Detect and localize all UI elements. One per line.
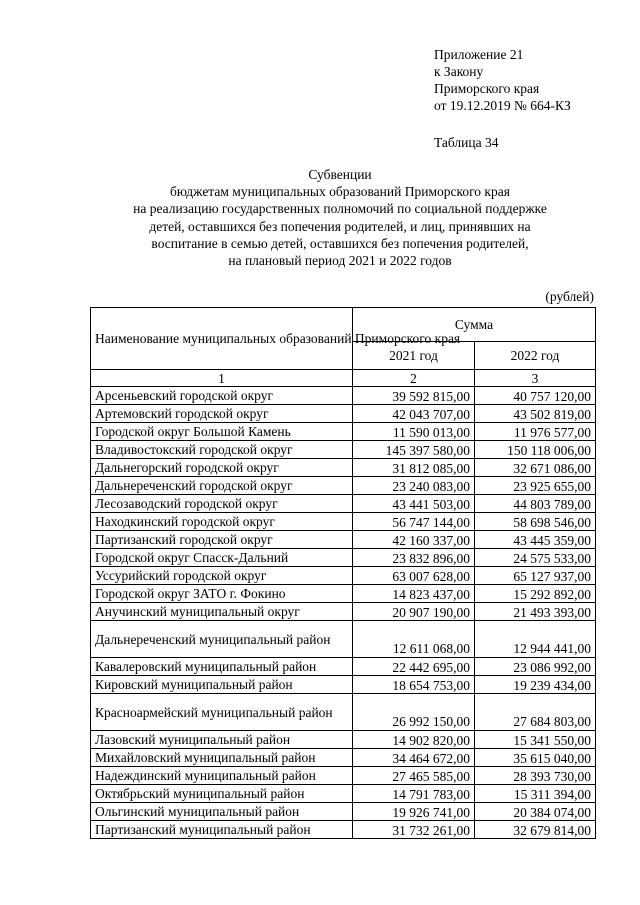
row-value-2022: 27 684 803,00 [475,694,596,731]
table-body [91,387,596,839]
table-row [91,694,596,731]
row-value-2021: 26 992 150,00 [353,694,475,731]
title-line: на реализацию государственных полномочий по социальной поддержке [133,201,547,217]
table-number: Таблица 34 [434,135,499,150]
row-name: Городской округ ЗАТО г. Фокино [91,585,353,603]
row-value-2022: 21 493 393,00 [475,603,596,621]
table-row [91,731,596,749]
annex-line-1: Приложение 21 [434,47,524,62]
row-value-2021: 11 590 013,00 [353,423,475,441]
row-name: Кавалеровский муниципальный район [91,658,353,676]
row-value-2021: 63 007 628,00 [353,567,475,585]
annex-block [434,46,634,114]
row-value-2022: 43 502 819,00 [475,405,596,423]
row-name: Дальнереченский городской округ [91,477,353,495]
row-name: Уссурийский городской округ [91,567,353,585]
row-name: Красноармейский муниципальный район [91,694,353,731]
row-name: Городской округ Спасск-Дальний [91,549,353,567]
table-row [91,658,596,676]
row-value-2022: 23 086 992,00 [475,658,596,676]
title-line: на плановый период 2021 и 2022 годов [228,253,452,269]
row-value-2021: 12 611 068,00 [353,621,475,658]
row-name: Анучинский муниципальный округ [91,603,353,621]
table-row [91,513,596,531]
row-value-2022: 40 757 120,00 [475,387,596,405]
row-name: Лазовский муниципальный район [91,731,353,749]
row-value-2021: 145 397 580,00 [353,441,475,459]
table-row [91,585,596,603]
annex-line-2: к Закону [434,64,484,79]
row-value-2021: 23 832 896,00 [353,549,475,567]
row-name: Артемовский городской округ [91,405,353,423]
table-row [91,821,596,839]
table-row [91,549,596,567]
column-index: 2 [353,370,475,387]
row-value-2022: 20 384 074,00 [475,803,596,821]
row-name: Михайловский муниципальный район [91,749,353,767]
table-row [91,621,596,658]
column-header-2021: 2021 год [353,342,475,370]
annex-line-3: Приморского края [434,81,540,96]
table-row [91,749,596,767]
title-line: детей, оставшихся без попечения родителей, и лиц, принявших на [149,218,531,234]
row-value-2022: 19 239 434,00 [475,676,596,694]
row-value-2021: 19 926 741,00 [353,803,475,821]
row-name: Владивостокский городской округ [91,441,353,459]
column-header-sum: Сумма [353,308,596,342]
row-name: Кировский муниципальный район [91,676,353,694]
row-name: Дальнегорский городской округ [91,459,353,477]
row-value-2022: 65 127 937,00 [475,567,596,585]
title-line: воспитание в семью детей, оставшихся без попечения родителей, [151,235,529,251]
table-row [91,495,596,513]
row-value-2021: 42 043 707,00 [353,405,475,423]
table-row [91,531,596,549]
title-line: бюджетам муниципальных образований Приморского края [170,184,510,200]
row-value-2021: 31 812 085,00 [353,459,475,477]
row-value-2022: 28 393 730,00 [475,767,596,785]
table-row [91,785,596,803]
subvention-table [90,307,596,839]
row-value-2021: 39 592 815,00 [353,387,475,405]
row-value-2021: 43 441 503,00 [353,495,475,513]
row-name: Партизанский муниципальный район [91,821,353,839]
row-value-2021: 22 442 695,00 [353,658,475,676]
row-value-2021: 56 747 144,00 [353,513,475,531]
row-value-2021: 23 240 083,00 [353,477,475,495]
row-value-2022: 43 445 359,00 [475,531,596,549]
document-title [90,166,590,269]
row-name: Октябрьский муниципальный район [91,785,353,803]
row-value-2022: 15 292 892,00 [475,585,596,603]
row-value-2022: 15 311 394,00 [475,785,596,803]
row-value-2022: 11 976 577,00 [475,423,596,441]
row-value-2021: 31 732 261,00 [353,821,475,839]
table-row [91,477,596,495]
row-value-2021: 42 160 337,00 [353,531,475,549]
row-value-2022: 58 698 546,00 [475,513,596,531]
table-row [91,767,596,785]
row-value-2021: 20 907 190,00 [353,603,475,621]
table-row [91,676,596,694]
units-label: (рублей) [545,289,594,304]
annex-line-4: от 19.12.2019 № 664-КЗ [434,98,571,113]
row-name: Партизанский городской округ [91,531,353,549]
row-value-2022: 15 341 550,00 [475,731,596,749]
row-value-2021: 34 464 672,00 [353,749,475,767]
row-value-2022: 32 671 086,00 [475,459,596,477]
row-name: Лесозаводский городской округ [91,495,353,513]
column-header-2022: 2022 год [475,342,596,370]
column-index: 3 [475,370,596,387]
row-value-2022: 150 118 006,00 [475,441,596,459]
title-line: Субвенции [308,167,372,182]
table-row [91,803,596,821]
row-value-2021: 14 823 437,00 [353,585,475,603]
table-row [91,567,596,585]
row-value-2022: 24 575 533,00 [475,549,596,567]
row-value-2022: 23 925 655,00 [475,477,596,495]
row-value-2021: 14 791 783,00 [353,785,475,803]
row-value-2021: 18 654 753,00 [353,676,475,694]
row-value-2022: 32 679 814,00 [475,821,596,839]
row-name: Дальнереченский муниципальный район [91,621,353,658]
row-name: Надеждинский муниципальный район [91,767,353,785]
row-value-2022: 35 615 040,00 [475,749,596,767]
row-name: Арсеньевский городской округ [91,387,353,405]
table-row [91,603,596,621]
row-value-2022: 44 803 789,00 [475,495,596,513]
row-name: Находкинский городской округ [91,513,353,531]
column-header-name: Наименование муниципальных образований Приморского края [91,308,353,370]
table-row [91,405,596,423]
row-name: Ольгинский муниципальный район [91,803,353,821]
row-value-2022: 12 944 441,00 [475,621,596,658]
table-row [91,441,596,459]
table-row [91,387,596,405]
table-row [91,423,596,441]
table-row [91,459,596,477]
row-value-2021: 14 902 820,00 [353,731,475,749]
row-name: Городской округ Большой Камень [91,423,353,441]
row-value-2021: 27 465 585,00 [353,767,475,785]
column-index: 1 [91,370,353,387]
